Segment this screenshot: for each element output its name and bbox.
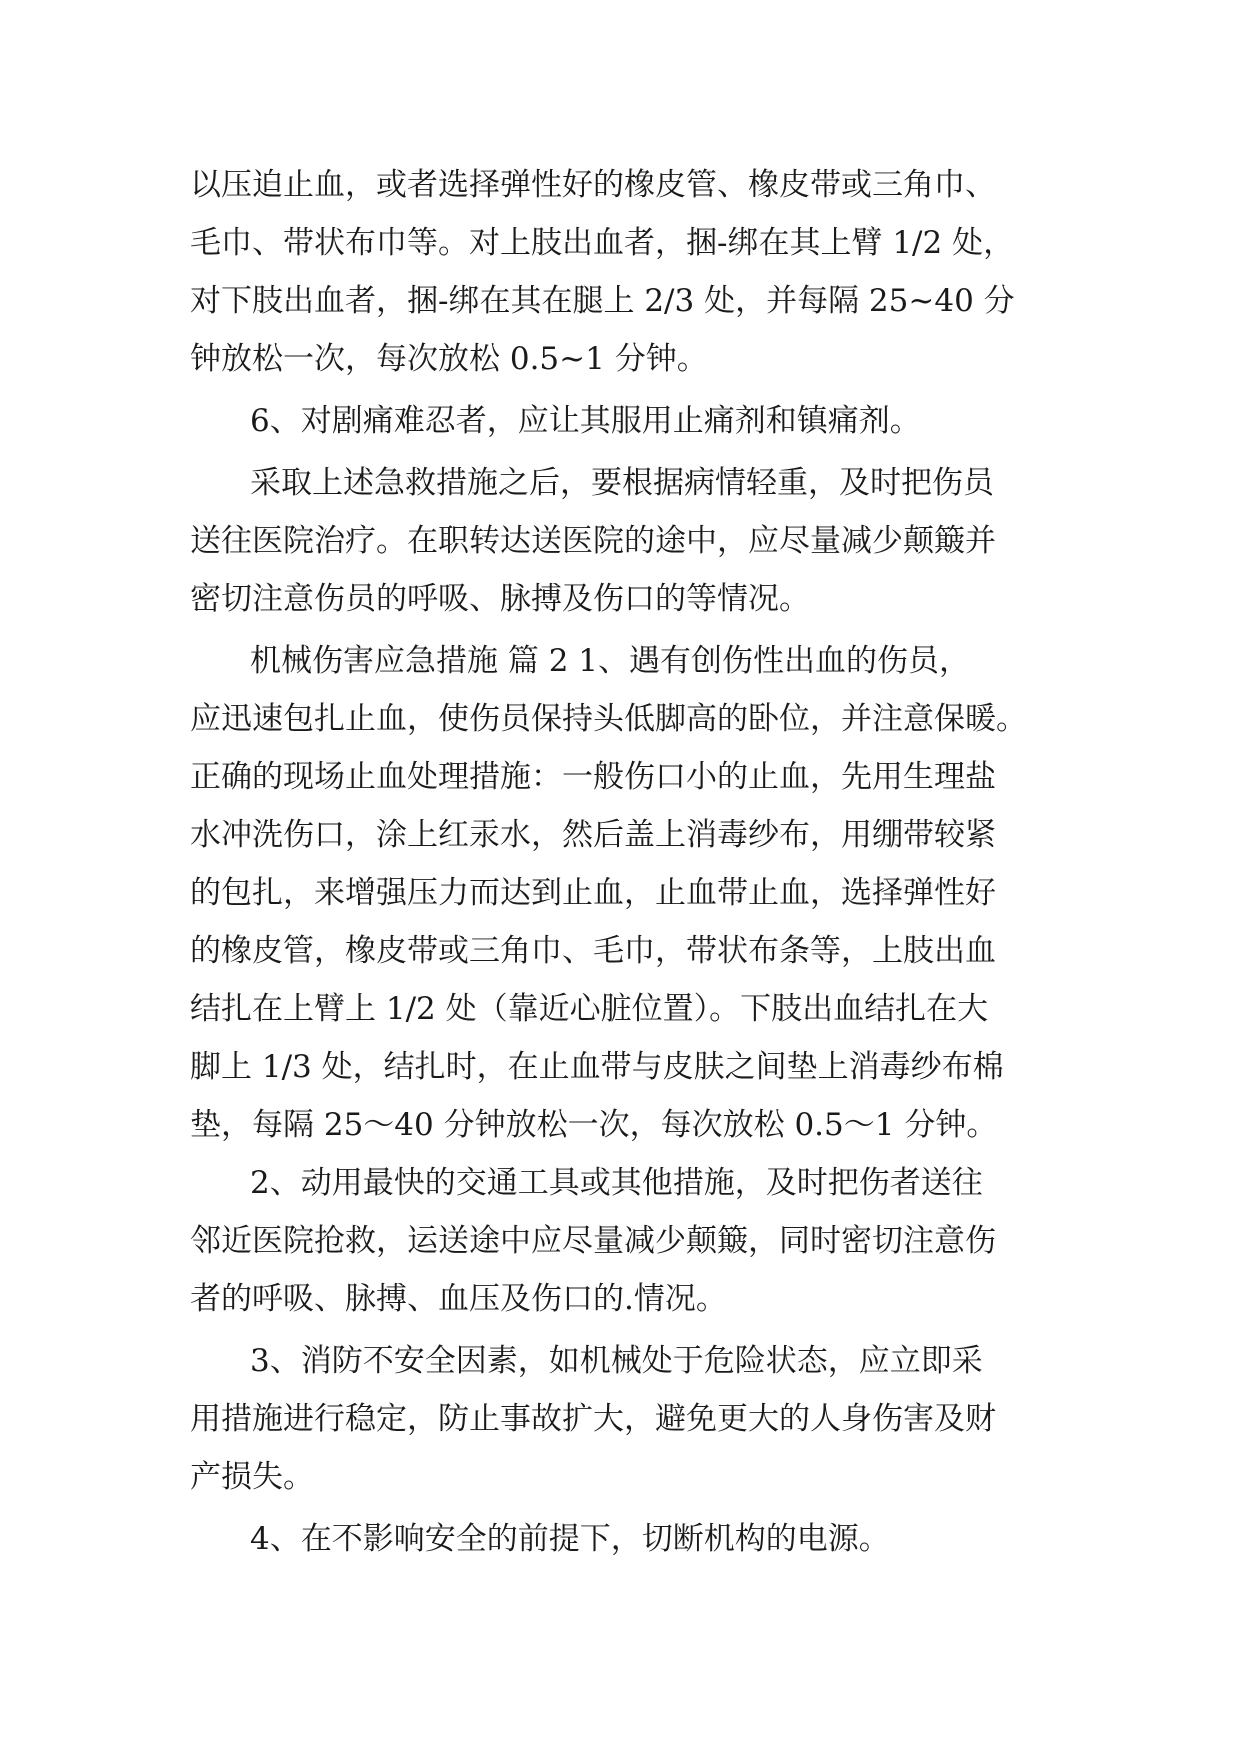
paragraph-section-2-item-4 <box>190 1510 1060 1568</box>
text-line: 机械伤害应急措施 篇 2 1、遇有创伤性出血的伤员， <box>250 643 971 679</box>
text-line: 4、在不影响安全的前提下，切断机构的电源。 <box>250 1521 890 1557</box>
text-line: 钟放松一次，每次放松 0.5~1 分钟。 <box>190 341 708 377</box>
text-line: 产损失。 <box>190 1459 314 1495</box>
paragraph-item-6 <box>190 392 1060 450</box>
text-line: 正确的现场止血处理措施：一般伤口小的止血，先用生理盐 <box>190 759 996 795</box>
text-line: 垫，每隔 25～40 分钟放松一次，每次放松 0.5～1 分钟。 <box>190 1107 998 1143</box>
paragraph-tourniquet-continued <box>190 156 1060 388</box>
text-line: 用措施进行稳定，防止事故扩大，避免更大的人身伤害及财 <box>190 1401 996 1437</box>
text-line: 应迅速包扎止血，使伤员保持头低脚高的卧位，并注意保暖。 <box>190 701 1027 737</box>
text-line: 者的呼吸、脉搏、血压及伤口的.情况。 <box>190 1281 727 1317</box>
document-page <box>190 156 1060 1656</box>
text-line: 6、对剧痛难忍者，应让其服用止痛剂和镇痛剂。 <box>250 403 921 439</box>
text-line: 3、消防不安全因素，如机械处于危险状态，应立即采 <box>250 1343 983 1379</box>
text-line: 邻近医院抢救，运送途中应尽量减少颠簸，同时密切注意伤 <box>190 1223 996 1259</box>
text-line: 的橡皮管，橡皮带或三角巾、毛巾，带状布条等，上肢出血 <box>190 933 996 969</box>
text-line: 脚上 1/3 处，结扎时，在止血带与皮肤之间垫上消毒纱布棉 <box>190 1049 1004 1085</box>
text-line: 毛巾、带状布巾等。对上肢出血者，捆-绑在其上臂 1/2 处， <box>190 225 1015 261</box>
text-line: 密切注意伤员的呼吸、脉搏及伤口的等情况。 <box>190 581 810 617</box>
text-line: 2、动用最快的交通工具或其他措施，及时把伤者送往 <box>250 1165 983 1201</box>
text-line: 采取上述急救措施之后，要根据病情轻重，及时把伤员 <box>250 465 994 501</box>
paragraph-section-2-item-2 <box>190 1154 1060 1328</box>
text-line: 对下肢出血者，捆-绑在其在腿上 2/3 处，并每隔 25~40 分 <box>190 283 1015 319</box>
paragraph-section-2-item-1 <box>190 632 1060 1154</box>
text-line: 以压迫止血，或者选择弹性好的橡皮管、橡皮带或三角巾、 <box>190 167 996 203</box>
text-line: 的包扎，来增强压力而达到止血，止血带止血，选择弹性好 <box>190 875 996 911</box>
text-line: 结扎在上臂上 1/2 处（靠近心脏位置）。下肢出血结扎在大 <box>190 991 989 1027</box>
paragraph-section-2-item-3 <box>190 1332 1060 1506</box>
text-line: 送往医院治疗。在职转达送医院的途中，应尽量减少颠簸并 <box>190 523 996 559</box>
paragraph-send-to-hospital <box>190 454 1060 628</box>
text-line: 水冲洗伤口，涂上红汞水，然后盖上消毒纱布，用绷带较紧 <box>190 817 996 853</box>
